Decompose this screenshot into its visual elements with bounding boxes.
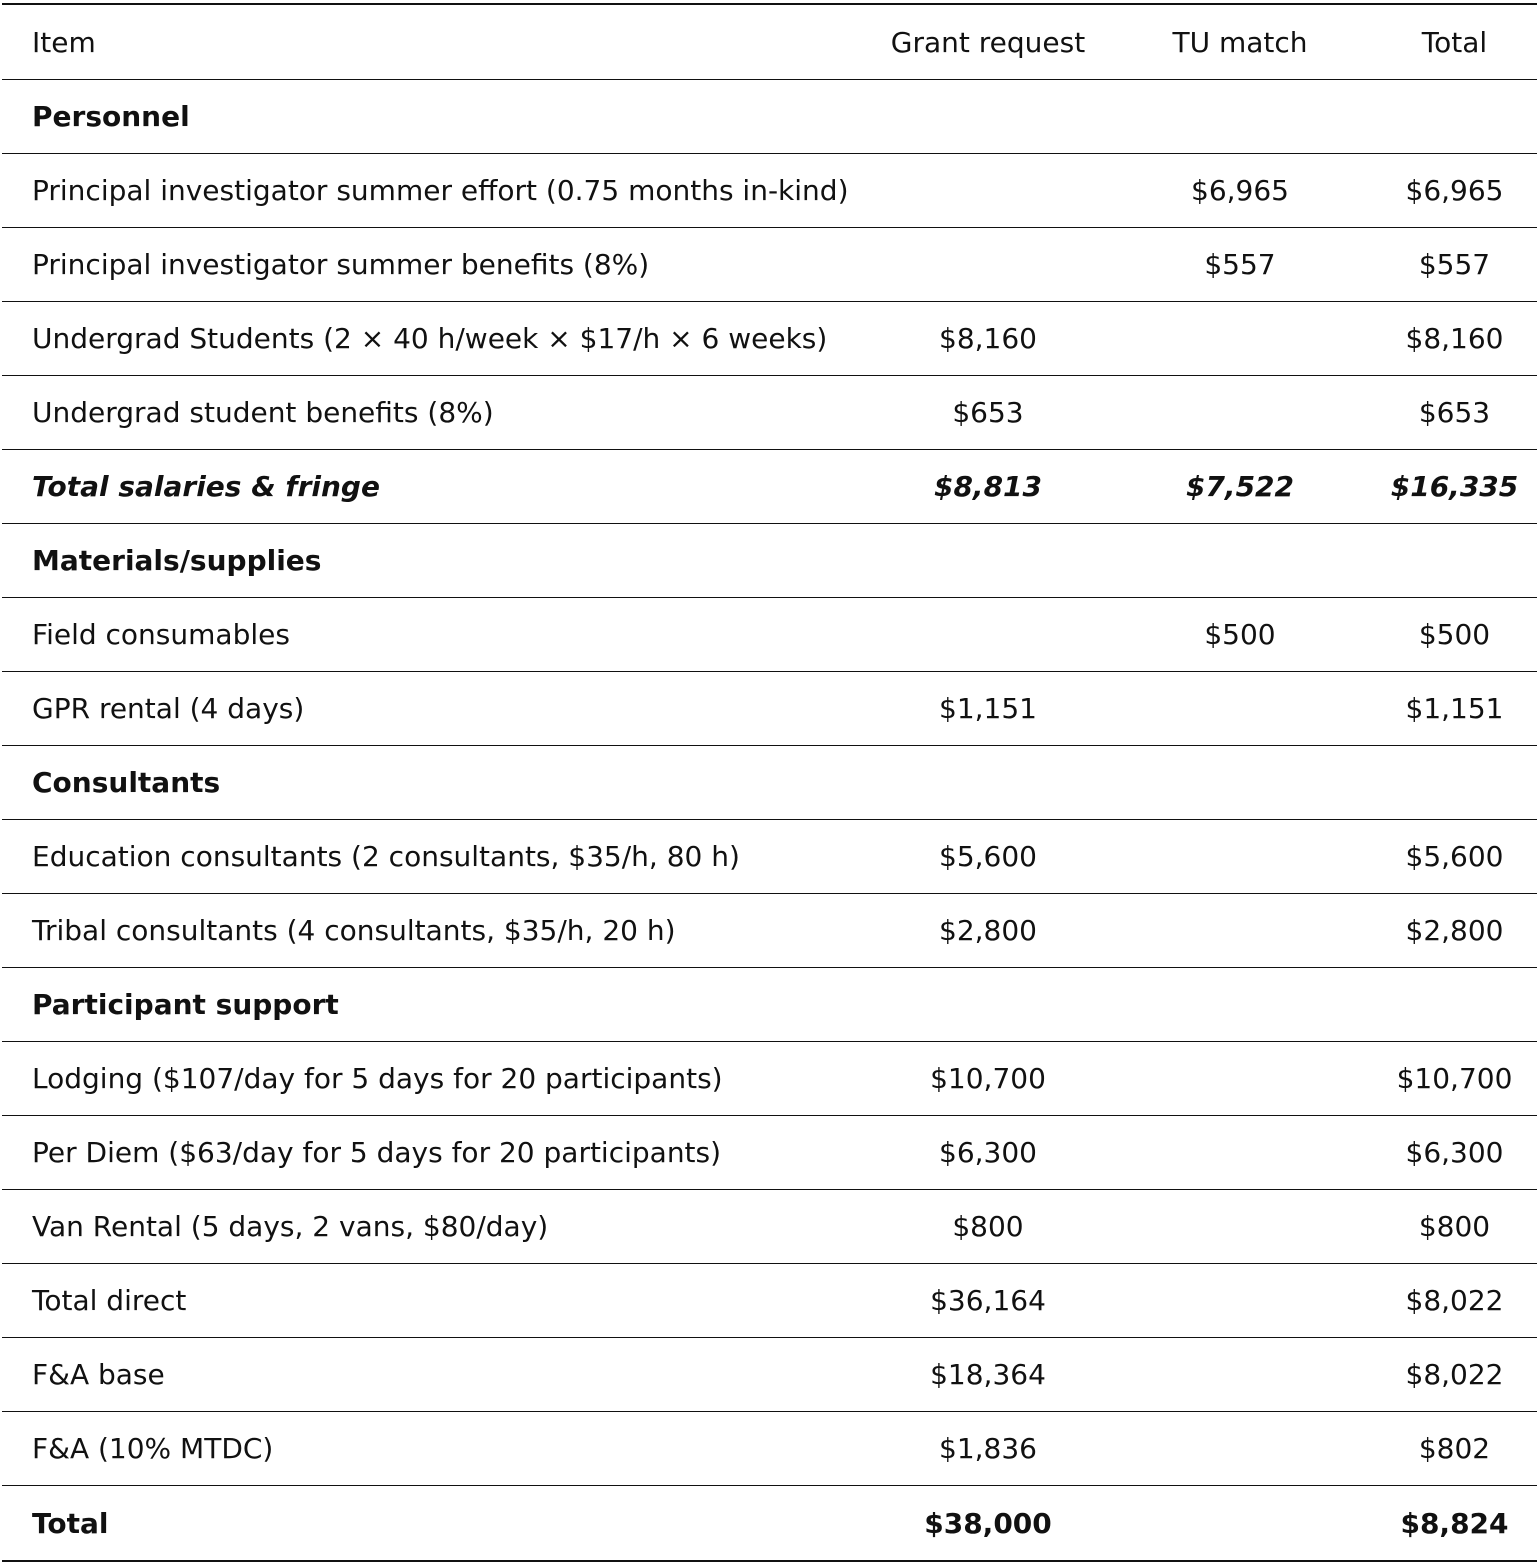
table-row <box>2 1116 1537 1190</box>
item-cell: Undergrad student benefits (8%) <box>32 396 494 429</box>
table-row <box>2 228 1537 302</box>
grand-total-row <box>2 1486 1537 1560</box>
tu-match-cell: $500 <box>1204 618 1276 651</box>
tu-match-cell: $557 <box>1204 248 1276 281</box>
total-cell: $8,022 <box>1405 1358 1504 1391</box>
total-cell: $10,700 <box>1396 1062 1513 1095</box>
grant-request-cell: $38,000 <box>924 1506 1052 1540</box>
table-row <box>2 376 1537 450</box>
grant-request-cell: $653 <box>952 396 1024 429</box>
header-total: Total <box>1421 25 1488 59</box>
grant-request-cell: $800 <box>952 1210 1024 1243</box>
grant-request-cell: $36,164 <box>930 1284 1046 1317</box>
section-header-row <box>2 80 1537 154</box>
total-cell: $16,335 <box>1390 470 1519 503</box>
total-cell: $1,151 <box>1405 692 1504 725</box>
header-grant-request: Grant request <box>890 25 1086 59</box>
grant-request-cell: $2,800 <box>939 914 1037 947</box>
table-row <box>2 1042 1537 1116</box>
item-cell: Tribal consultants (4 consultants, $35/h, 20 h) <box>32 914 676 947</box>
table-row <box>2 672 1537 746</box>
item-cell: Materials/supplies <box>32 544 322 577</box>
total-cell: $653 <box>1418 396 1491 429</box>
subtotal-row <box>2 450 1537 524</box>
item-cell: F&A base <box>32 1358 165 1391</box>
item-cell: F&A (10% MTDC) <box>32 1432 274 1465</box>
item-cell: Total direct <box>32 1284 187 1317</box>
section-header-row <box>2 968 1537 1042</box>
total-cell: $8,022 <box>1405 1284 1504 1317</box>
total-cell: $800 <box>1418 1210 1491 1243</box>
table-row <box>2 598 1537 672</box>
table-row <box>2 154 1537 228</box>
header-item: Item <box>32 25 96 59</box>
item-cell: Van Rental (5 days, 2 vans, $80/day) <box>32 1210 549 1243</box>
item-cell: Participant support <box>32 988 339 1021</box>
item-cell: Personnel <box>32 100 190 133</box>
total-cell: $5,600 <box>1405 840 1504 873</box>
table-body <box>2 80 1537 1560</box>
item-cell: Undergrad Students (2 × 40 h/week × $17/h × 6 weeks) <box>32 322 828 355</box>
grant-request-cell: $10,700 <box>930 1062 1046 1095</box>
table-header-row <box>2 5 1537 80</box>
item-cell: GPR rental (4 days) <box>32 692 305 725</box>
table-row <box>2 1412 1537 1486</box>
item-cell: Total <box>32 1506 109 1540</box>
grant-request-cell: $8,813 <box>933 470 1043 503</box>
table-row <box>2 1264 1537 1338</box>
item-cell: Per Diem ($63/day for 5 days for 20 participants) <box>32 1136 722 1169</box>
total-cell: $557 <box>1418 248 1491 281</box>
total-cell: $6,965 <box>1405 174 1504 207</box>
item-cell: Lodging ($107/day for 5 days for 20 participants) <box>32 1062 723 1095</box>
section-header-row <box>2 524 1537 598</box>
total-cell: $2,800 <box>1405 914 1504 947</box>
grant-request-cell: $1,151 <box>939 692 1037 725</box>
header-tu-match: TU match <box>1172 25 1308 59</box>
table-row <box>2 302 1537 376</box>
total-cell: $802 <box>1418 1432 1491 1465</box>
grant-request-cell: $8,160 <box>939 322 1037 355</box>
item-cell: Principal investigator summer benefits (8%) <box>32 248 650 281</box>
grant-request-cell: $6,300 <box>939 1136 1037 1169</box>
item-cell: Total salaries & fringe <box>32 470 380 503</box>
section-header-row <box>2 746 1537 820</box>
tu-match-cell: $7,522 <box>1185 470 1295 503</box>
table-row <box>2 1338 1537 1412</box>
total-cell: $6,300 <box>1405 1136 1504 1169</box>
table-row <box>2 894 1537 968</box>
total-cell: $500 <box>1418 618 1491 651</box>
grant-request-cell: $18,364 <box>930 1358 1046 1391</box>
table-row <box>2 1190 1537 1264</box>
total-cell: $8,160 <box>1405 322 1504 355</box>
table-row <box>2 820 1537 894</box>
grant-request-cell: $5,600 <box>939 840 1037 873</box>
item-cell: Consultants <box>32 766 221 799</box>
item-cell: Education consultants (2 consultants, $35/h, 80 h) <box>32 840 740 873</box>
budget-table <box>2 3 1537 1562</box>
tu-match-cell: $6,965 <box>1191 174 1289 207</box>
total-cell: $8,824 <box>1400 1506 1509 1540</box>
item-cell: Field consumables <box>32 618 290 651</box>
item-cell: Principal investigator summer effort (0.75 months in-kind) <box>32 174 849 207</box>
grant-request-cell: $1,836 <box>939 1432 1037 1465</box>
